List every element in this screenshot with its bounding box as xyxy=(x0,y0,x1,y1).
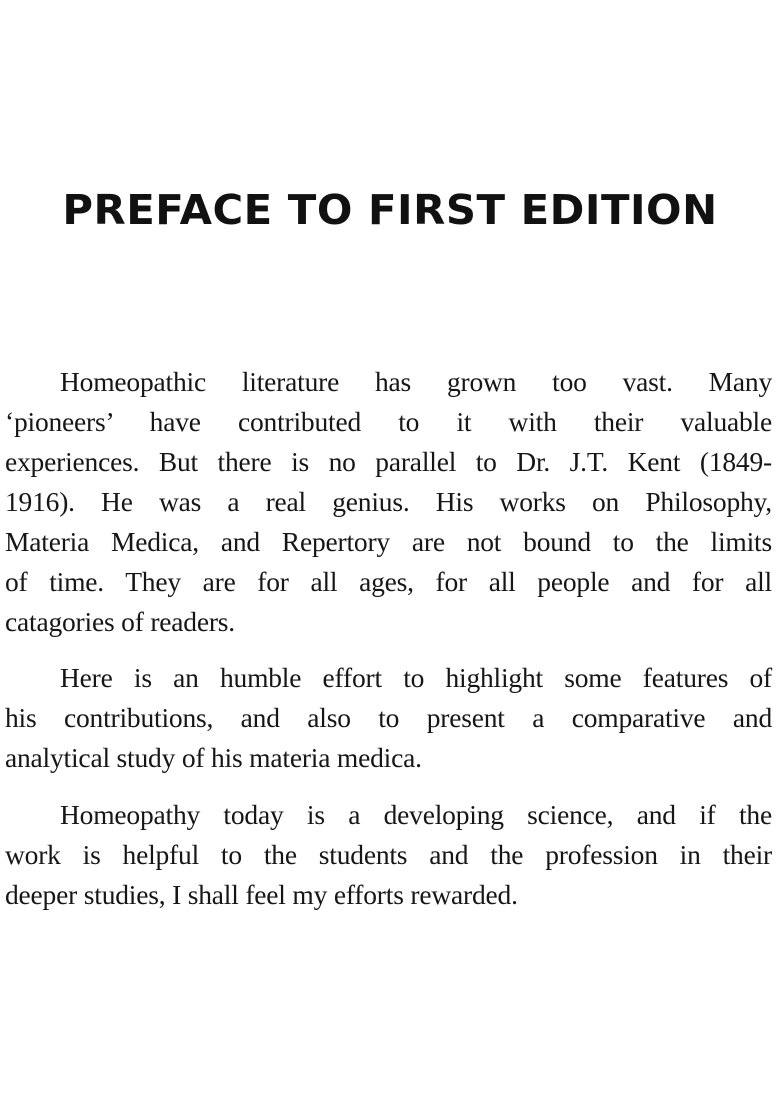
text-line: Here is an humble effort to highlight some features of xyxy=(60,662,772,693)
paragraph-2 xyxy=(5,658,772,778)
text-line: experiences. But there is no parallel to Dr. J.T. Kent (1849- xyxy=(5,446,772,477)
text-line: Materia Medica, and Repertory are not bound to the limits xyxy=(5,526,772,557)
text-line: work is helpful to the students and the profession in their xyxy=(5,839,772,870)
text-line: Homeopathy today is a developing science, and if the xyxy=(60,799,772,830)
text-line: 1916). He was a real genius. His works on Philosophy, xyxy=(5,486,772,517)
text-line: deeper studies, I shall feel my efforts rewarded. xyxy=(5,879,518,910)
paragraph-3 xyxy=(5,795,772,915)
text-line: analytical study of his materia medica. xyxy=(5,742,422,773)
text-line: Homeopathic literature has grown too vast. Many xyxy=(60,366,772,397)
paragraph-1 xyxy=(5,362,772,642)
text-line: of time. They are for all ages, for all people and for all xyxy=(5,566,772,597)
text-line: his contributions, and also to present a comparative and xyxy=(5,702,772,733)
page-title: PREFACE TO FIRST EDITION xyxy=(62,186,718,234)
text-line: ‘pioneers’ have contributed to it with their valuable xyxy=(5,406,772,437)
text-line: catagories of readers. xyxy=(5,606,235,637)
